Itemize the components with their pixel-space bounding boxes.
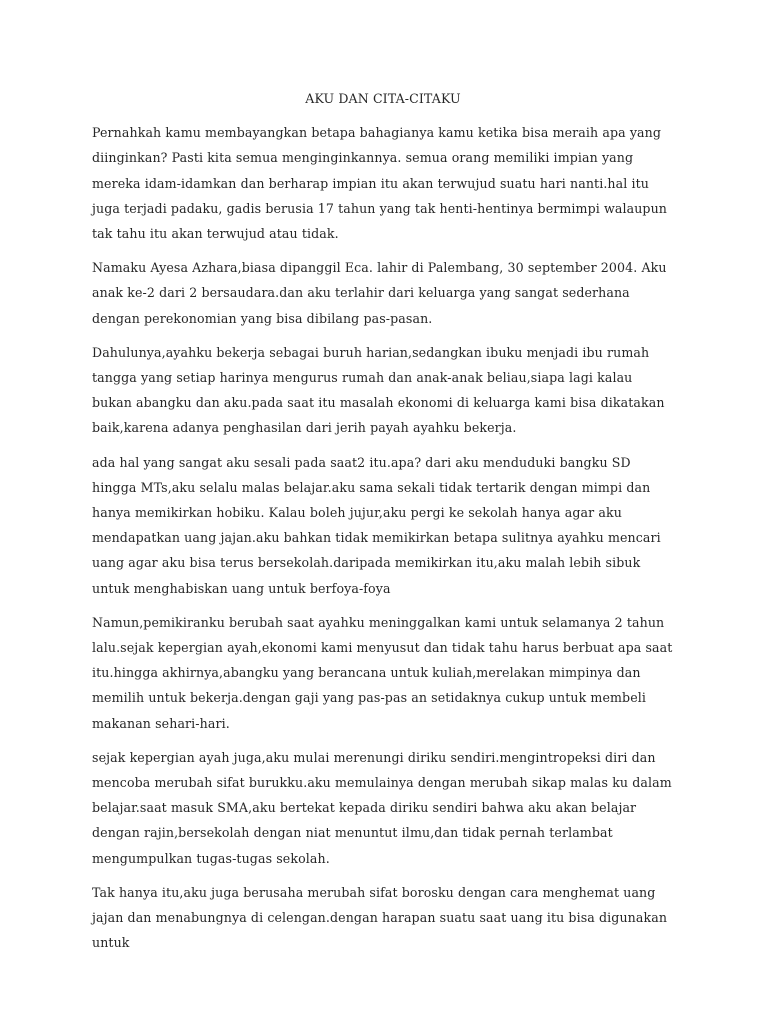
paragraph-1: Pernahkah kamu membayangkan betapa bahagianya kamu ketika bisa meraih apa yang diinginkan? Pasti kita semua menginginkannya. semua orang memiliki impian yang mereka idam-idamkan dan berharap impian itu akan terwujud suatu hari nanti.hal itu juga terjadi padaku, gadis berusia 17 tahun yang tak henti-hentinya bermimpi walaupun tak tahu itu akan terwujud atau tidak. [92,125,668,242]
document-body [92,86,674,965]
paragraph-7: Tak hanya itu,aku juga berusaha merubah sifat borosku dengan cara menghemat uang jajan dan menabungnya di celengan.dengan harapan suatu saat uang itu bisa digunakan untuk [92,884,668,951]
paragraph-4: ada hal yang sangat aku sesali pada saat2 itu.apa? dari aku menduduki bangku SD hingga MTs,aku selalu malas belajar.aku sama sekali tidak tertarik dengan mimpi dan hanya memikirkan hobiku. Kalau boleh jujur,aku pergi ke sekolah hanya agar aku mendapatkan uang jajan.aku bahkan tidak memikirkan betapa sulitnya ayahku mencari uang agar aku bisa terus bersekolah.daripada memikirkan itu,aku malah lebih sibuk untuk menghabiskan uang untuk berfoya-foya [92,454,661,596]
paragraph-5: Namun,pemikiranku berubah saat ayahku meninggalkan kami untuk selamanya 2 tahun lalu.sejak kepergian ayah,ekonomi kami menyusut dan tidak tahu harus berbuat apa saat itu.hingga akhirnya,abangku yang berancana untuk kuliah,merelakan mimpinya dan memilih untuk bekerja.dengan gaji yang pas-pas an setidaknya cukup untuk membeli makanan sehari-hari. [92,614,673,731]
paragraph-6: sejak kepergian ayah juga,aku mulai merenungi diriku sendiri.mengintropeksi diri dan mencoba merubah sifat burukku.aku memulainya dengan merubah sikap malas ku dalam belajar.saat masuk SMA,aku bertekat kepada diriku sendiri bahwa aku akan belajar dengan rajin,bersekolah dengan niat menuntut ilmu,dan tidak pernah terlambat mengumpulkan tugas-tugas sekolah. [92,749,672,866]
paragraph-2: Namaku Ayesa Azhara,biasa dipanggil Eca. lahir di Palembang, 30 september 2004. Aku anak ke-2 dari 2 bersaudara.dan aku terlahir dari keluarga yang sangat sederhana dengan perekonomian yang bisa dibilang pas-pasan. [92,260,667,326]
document-title: AKU DAN CITA-CITAKU [305,91,461,106]
paragraph-3: Dahulunya,ayahku bekerja sebagai buruh harian,sedangkan ibuku menjadi ibu rumah tangga yang setiap harinya mengurus rumah dan anak-anak beliau,siapa lagi kalau bukan abangku dan aku.pada saat itu masalah ekonomi di keluarga kami bisa dikatakan baik,karena adanya penghasilan dari jerih payah ayahku bekerja. [92,344,665,436]
